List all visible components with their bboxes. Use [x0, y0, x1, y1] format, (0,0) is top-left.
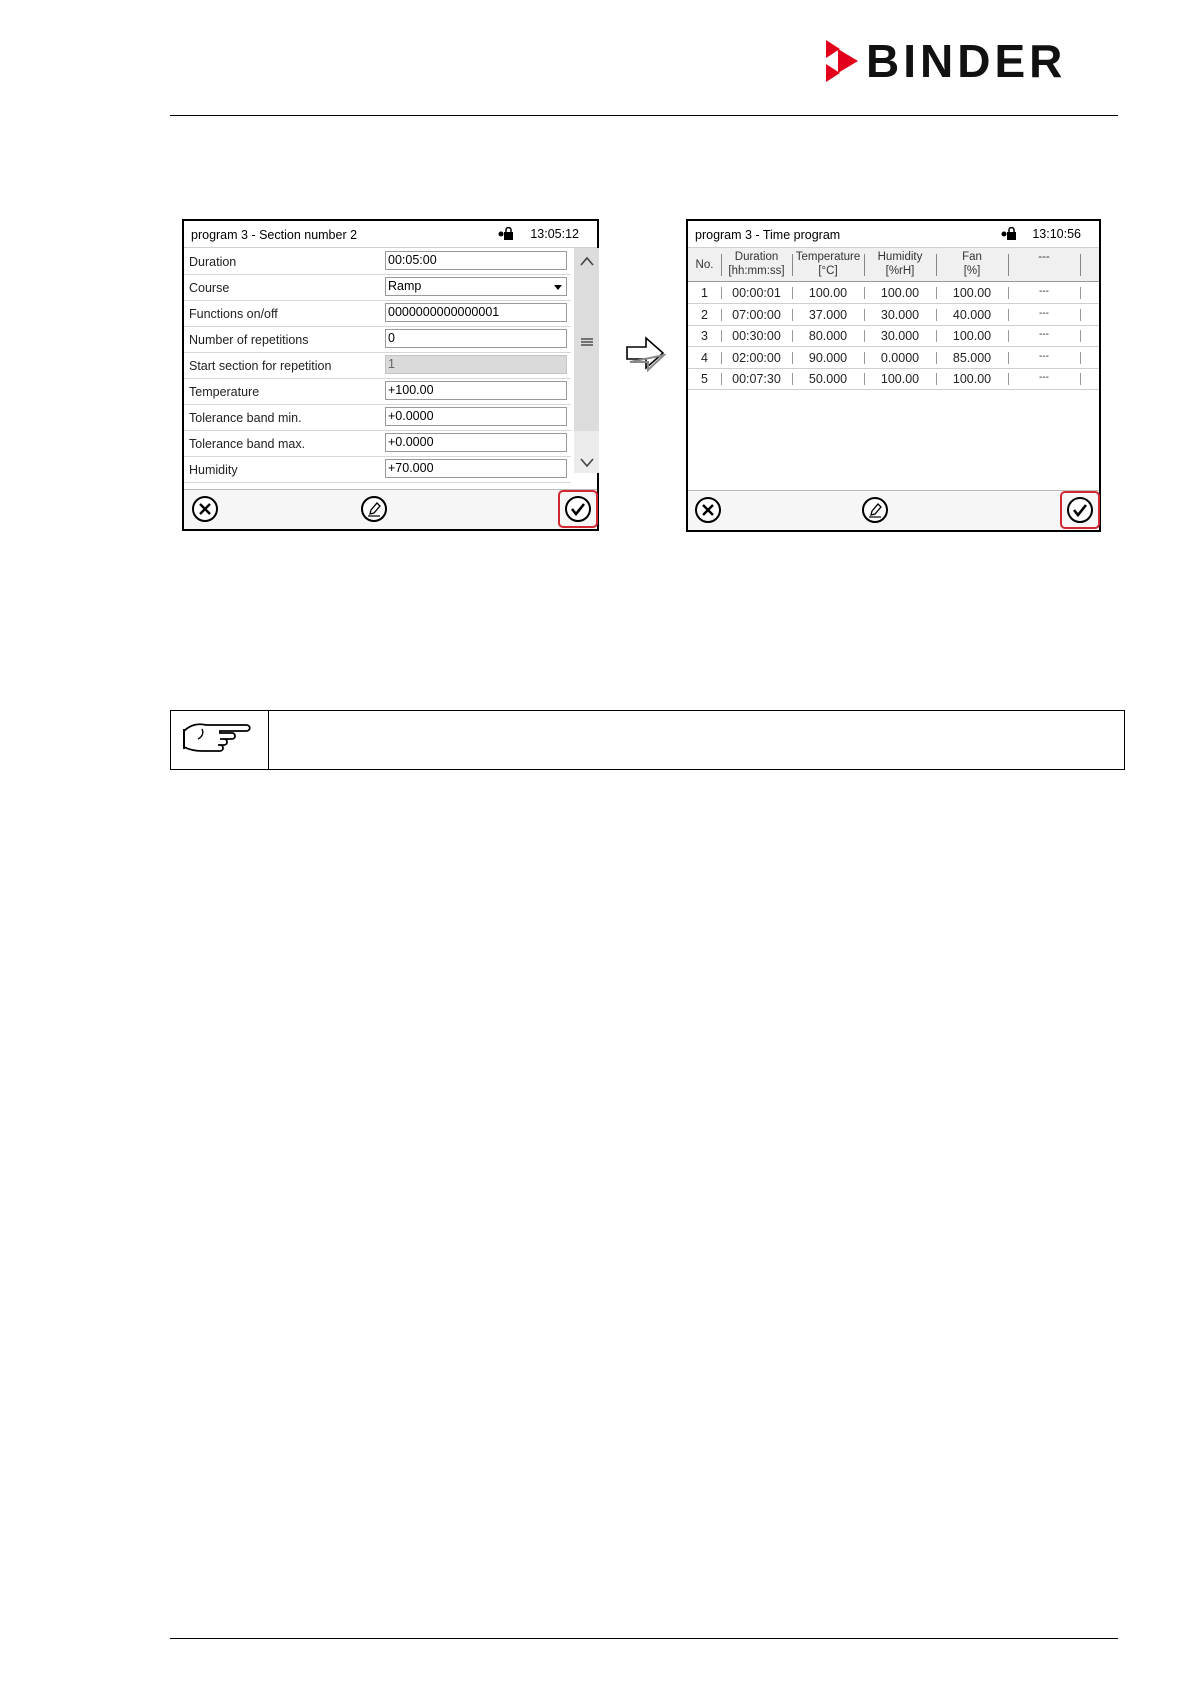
settings-row-label: Start section for repetition: [189, 359, 332, 373]
settings-value-text: +70.000: [388, 461, 434, 475]
table-cell: 3: [701, 329, 708, 343]
settings-value-text: +0.0000: [388, 409, 434, 423]
table-cell: ---: [1039, 307, 1049, 319]
table-cell: 30.000: [880, 307, 920, 322]
settings-value-text: Ramp: [388, 279, 422, 293]
screen-title-bar: [184, 221, 597, 248]
cell-separator: [1080, 373, 1081, 385]
table-cell: 07:00:00: [732, 307, 781, 322]
column-header: [688, 258, 721, 272]
cell-separator: [864, 330, 865, 342]
cell-separator: [936, 373, 937, 385]
header-rule: [170, 115, 1118, 116]
cell-separator: [936, 330, 937, 342]
cell-separator: [864, 352, 865, 364]
time-program-screen: [686, 219, 1101, 532]
table-cell: 100.00: [880, 286, 920, 300]
cancel-icon[interactable]: [694, 496, 722, 524]
settings-row-label: Duration: [189, 255, 237, 269]
note-box: [170, 710, 1125, 770]
cell-separator: [721, 330, 722, 342]
screen-title-bar: [688, 221, 1099, 248]
settings-row: [184, 456, 571, 483]
clock: 13:05:12: [530, 227, 579, 241]
cell-separator: [792, 309, 793, 321]
table-cell: 37.000: [808, 307, 848, 322]
table-cell: 2: [701, 307, 708, 322]
settings-row: [184, 404, 571, 431]
table-cell: 100.00: [880, 372, 920, 386]
cancel-icon[interactable]: [191, 495, 219, 523]
settings-value-text: 0000000000000001: [388, 305, 500, 319]
settings-row: [184, 248, 571, 275]
cell-separator: [792, 287, 793, 299]
table-row[interactable]: [688, 368, 1099, 390]
column-header-line1: Humidity: [877, 251, 923, 263]
settings-row-label: Tolerance band max.: [189, 437, 306, 451]
scroll-up-icon[interactable]: [580, 256, 594, 266]
confirm-icon[interactable]: [1066, 496, 1094, 524]
cell-separator: [792, 373, 793, 385]
table-header: [688, 248, 1099, 282]
column-header-line2: [%]: [963, 265, 981, 277]
edit-icon[interactable]: [360, 495, 388, 523]
cell-separator: [864, 309, 865, 321]
settings-value-text: 0: [388, 331, 395, 345]
column-separator: [721, 254, 722, 276]
table-cell: 00:00:01: [732, 286, 781, 300]
note-separator: [268, 711, 269, 769]
table-cell: 5: [701, 372, 708, 386]
table-cell: 40.000: [952, 307, 992, 322]
column-header-line2: [hh:mm:ss]: [728, 265, 785, 277]
settings-value-text: +100.00: [388, 383, 434, 397]
column-header-line1: Fan: [962, 251, 982, 263]
screen-title: program 3 - Section number 2: [191, 228, 358, 242]
settings-row-label: Course: [189, 281, 230, 295]
cell-separator: [1080, 309, 1081, 321]
settings-row: [184, 352, 571, 379]
clock: 13:10:56: [1032, 227, 1081, 241]
course-select[interactable]: [385, 277, 567, 296]
cell-separator: [721, 373, 722, 385]
column-separator: [1080, 254, 1081, 276]
cell-separator: [1080, 352, 1081, 364]
cell-separator: [864, 287, 865, 299]
table-cell: ---: [1039, 329, 1049, 340]
column-header-line1: ---: [1038, 251, 1050, 263]
binder-logo: [818, 36, 1118, 86]
column-header-line1: No.: [695, 259, 714, 271]
table-cell: 100.00: [952, 372, 992, 386]
table-cell: 90.000: [808, 350, 848, 365]
confirm-icon[interactable]: [564, 495, 592, 523]
column-separator: [792, 254, 793, 276]
table-cell: 85.000: [952, 350, 992, 365]
dropdown-caret-icon[interactable]: [554, 285, 562, 290]
settings-row: [184, 300, 571, 327]
settings-row: [184, 326, 571, 353]
table-cell: 0.0000: [880, 350, 920, 365]
cell-separator: [792, 352, 793, 364]
settings-value-text: 00:05:00: [388, 253, 437, 267]
settings-row-label: Number of repetitions: [189, 333, 309, 347]
settings-value-field[interactable]: [385, 433, 567, 452]
cell-separator: [792, 330, 793, 342]
settings-value-text: +0.0000: [388, 435, 434, 449]
column-header: [864, 250, 936, 278]
column-separator: [936, 254, 937, 276]
table-cell: 00:07:30: [732, 372, 781, 386]
column-separator: [1008, 254, 1009, 276]
table-cell: 80.000: [808, 329, 848, 343]
table-cell: 100.00: [952, 286, 992, 300]
table-cell: 1: [701, 286, 708, 300]
settings-value-field[interactable]: [385, 381, 567, 400]
brand-name: BINDER: [866, 35, 1067, 87]
cell-separator: [1080, 287, 1081, 299]
column-header: [936, 250, 1008, 278]
settings-value-text: 1: [388, 357, 395, 371]
settings-value-field[interactable]: [385, 329, 567, 348]
screen-footer: [184, 489, 597, 529]
settings-row: [184, 274, 571, 301]
settings-row-label: Temperature: [189, 385, 260, 399]
scrollbar[interactable]: [574, 248, 599, 473]
table-row[interactable]: [688, 347, 1099, 369]
table-cell: 02:00:00: [732, 350, 781, 365]
section-editor-screen: [182, 219, 599, 531]
table-row[interactable]: [688, 282, 1099, 304]
settings-row-label: Tolerance band min.: [189, 411, 302, 425]
table-cell: 100.00: [952, 329, 992, 343]
binder-logo-mark-icon: [826, 40, 862, 82]
settings-value-field[interactable]: [385, 251, 567, 270]
column-header-line2: [%rH]: [885, 265, 915, 277]
cell-separator: [1008, 287, 1009, 299]
settings-row: [184, 378, 571, 405]
settings-value-field[interactable]: [385, 407, 567, 426]
settings-value-field[interactable]: [385, 459, 567, 478]
cell-separator: [1080, 330, 1081, 342]
screen-footer: [688, 490, 1099, 530]
settings-value-field[interactable]: [385, 303, 567, 322]
arrow-right-icon: [624, 334, 666, 372]
pointing-hand-icon: [180, 717, 258, 763]
footer-rule: [170, 1638, 1118, 1639]
table-cell: 100.00: [808, 286, 848, 300]
table-cell: ---: [1039, 286, 1049, 297]
cell-separator: [1008, 330, 1009, 342]
table-cell: ---: [1039, 372, 1049, 383]
settings-row-label: Functions on/off: [189, 307, 278, 321]
cell-separator: [936, 309, 937, 321]
column-header: [792, 250, 864, 278]
table-cell: 00:30:00: [732, 329, 781, 343]
table-row[interactable]: [688, 304, 1099, 326]
column-header: [721, 250, 792, 278]
table-cell: ---: [1039, 350, 1049, 362]
edit-icon[interactable]: [861, 496, 889, 524]
column-header-line2: [°C]: [818, 265, 838, 277]
table-row[interactable]: [688, 325, 1099, 347]
cell-separator: [1008, 373, 1009, 385]
table-cell: 4: [701, 350, 708, 365]
table-cell: 50.000: [808, 372, 848, 386]
lock-icon: [1001, 227, 1017, 241]
cell-separator: [864, 373, 865, 385]
cell-separator: [721, 352, 722, 364]
cell-separator: [1008, 352, 1009, 364]
column-header-line1: Duration: [734, 251, 779, 263]
cell-separator: [1008, 309, 1009, 321]
cell-separator: [721, 309, 722, 321]
column-separator: [864, 254, 865, 276]
column-header: [1008, 250, 1080, 264]
settings-row-label: Humidity: [189, 463, 238, 477]
settings-value-field: [385, 355, 567, 374]
settings-row: [184, 430, 571, 457]
table-cell: 30.000: [880, 329, 920, 343]
scroll-down-icon[interactable]: [580, 458, 594, 468]
cell-separator: [721, 287, 722, 299]
screen-title: program 3 - Time program: [695, 228, 841, 242]
cell-separator: [936, 352, 937, 364]
cell-separator: [936, 287, 937, 299]
lock-icon: [498, 227, 514, 241]
column-header-line1: Temperature: [795, 251, 861, 263]
scroll-menu-icon[interactable]: [580, 337, 594, 347]
